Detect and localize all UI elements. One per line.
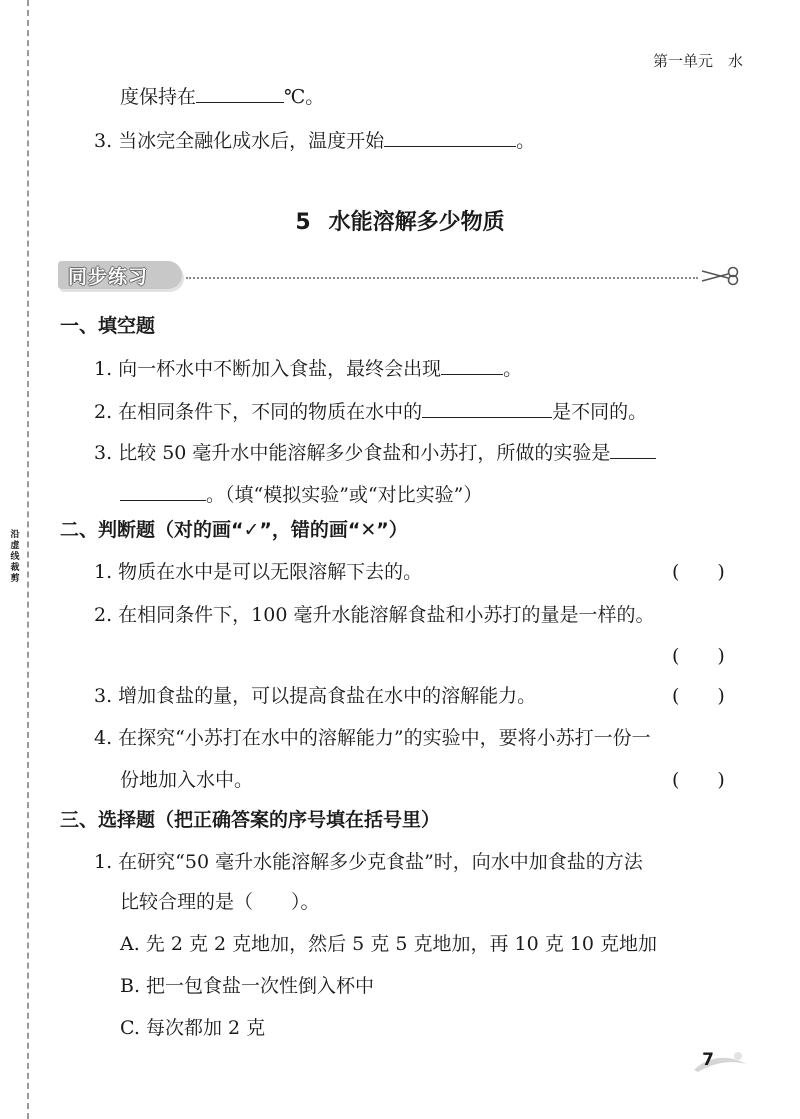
answer-paren[interactable]: ( ) <box>672 561 725 583</box>
practice-tab <box>58 261 182 289</box>
answer-paren[interactable]: ( ) <box>672 769 725 791</box>
prev-question-2-tail <box>120 82 324 109</box>
judge-question-3: 3. 增加食盐的量，可以提高食盐在水中的溶解能力。 <box>94 685 537 707</box>
lesson-title <box>0 205 800 236</box>
choice-heading: 三、选择题（把正确答案的序号填在括号里） <box>60 809 441 831</box>
answer-blank[interactable] <box>610 438 656 459</box>
lesson-title-text: 水能溶解多少物质 <box>328 210 505 235</box>
fill-q1-end: 。 <box>503 358 523 380</box>
answer-paren[interactable]: ( ) <box>672 645 725 667</box>
practice-label: 同步练习 <box>68 266 149 288</box>
judge-heading: 二、判断题（对的画“✓”，错的画“✕”） <box>60 519 408 541</box>
answer-paren[interactable]: ( ) <box>672 685 725 707</box>
judge-question-4: 4. 在探究“小苏打在水中的溶解能力”的实验中，要将小苏打一份一 <box>94 727 651 749</box>
choice-option-a: A. 先 2 克 2 克地加，然后 5 克 5 克地加，再 10 克 10 克地加 <box>120 933 657 955</box>
fill-question-3 <box>94 438 656 465</box>
cut-label: 沿虚线裁剪 <box>10 530 20 584</box>
answer-blank[interactable] <box>441 354 503 375</box>
judge-question-1: 1. 物质在水中是可以无限溶解下去的。 <box>94 561 423 583</box>
cut-dashed-line <box>27 0 29 1119</box>
prev-q2-text: 度保持在 <box>120 86 197 108</box>
judge-question-2: 2. 在相同条件下，100 毫升水能溶解食盐和小苏打的量是一样的。 <box>94 604 655 626</box>
answer-blank[interactable] <box>422 397 552 418</box>
fill-question-3-cont <box>120 480 482 507</box>
unit-header: 第一单元 水 <box>652 52 743 70</box>
fill-q2-end: 是不同的。 <box>552 401 648 423</box>
page-decoration <box>692 1048 748 1074</box>
fill-q1-text: 1. 向一杯水中不断加入食盐，最终会出现 <box>94 358 442 380</box>
choice-option-c: C. 每次都加 2 克 <box>120 1017 266 1039</box>
choice-question-1-cont: 比较合理的是（ ）。 <box>120 891 320 913</box>
answer-blank[interactable] <box>120 480 206 501</box>
answer-blank[interactable] <box>196 82 284 103</box>
fill-heading: 一、填空题 <box>60 315 156 337</box>
answer-blank[interactable] <box>384 126 516 147</box>
practice-dotted-line <box>186 277 698 279</box>
choice-question-1: 1. 在研究“50 毫升水能溶解多少克食盐”时，向水中加食盐的方法 <box>94 851 643 873</box>
page-number: 7 <box>702 1050 714 1070</box>
fill-q2-text: 2. 在相同条件下，不同的物质在水中的 <box>94 401 423 423</box>
judge-question-4-cont: 份地加入水中。 <box>120 769 254 791</box>
prev-q3-end: 。 <box>516 130 536 152</box>
choice-option-b: B. 把一包食盐一次性倒入杯中 <box>120 975 375 997</box>
practice-banner <box>58 261 748 289</box>
scissors-icon <box>700 266 744 286</box>
prev-q3-text: 3. 当冰完全融化成水后，温度开始 <box>94 130 385 152</box>
fill-question-1 <box>94 354 522 381</box>
fill-q3-text: 3. 比较 50 毫升水中能溶解多少食盐和小苏打，所做的实验是 <box>94 442 611 464</box>
lesson-number: 5 <box>295 210 311 235</box>
prev-q2-unit: ℃。 <box>284 86 325 108</box>
fill-question-2 <box>94 397 647 424</box>
fill-q3-hint: 。（填“模拟实验”或“对比实验”） <box>206 484 483 506</box>
prev-question-3 <box>94 126 535 153</box>
